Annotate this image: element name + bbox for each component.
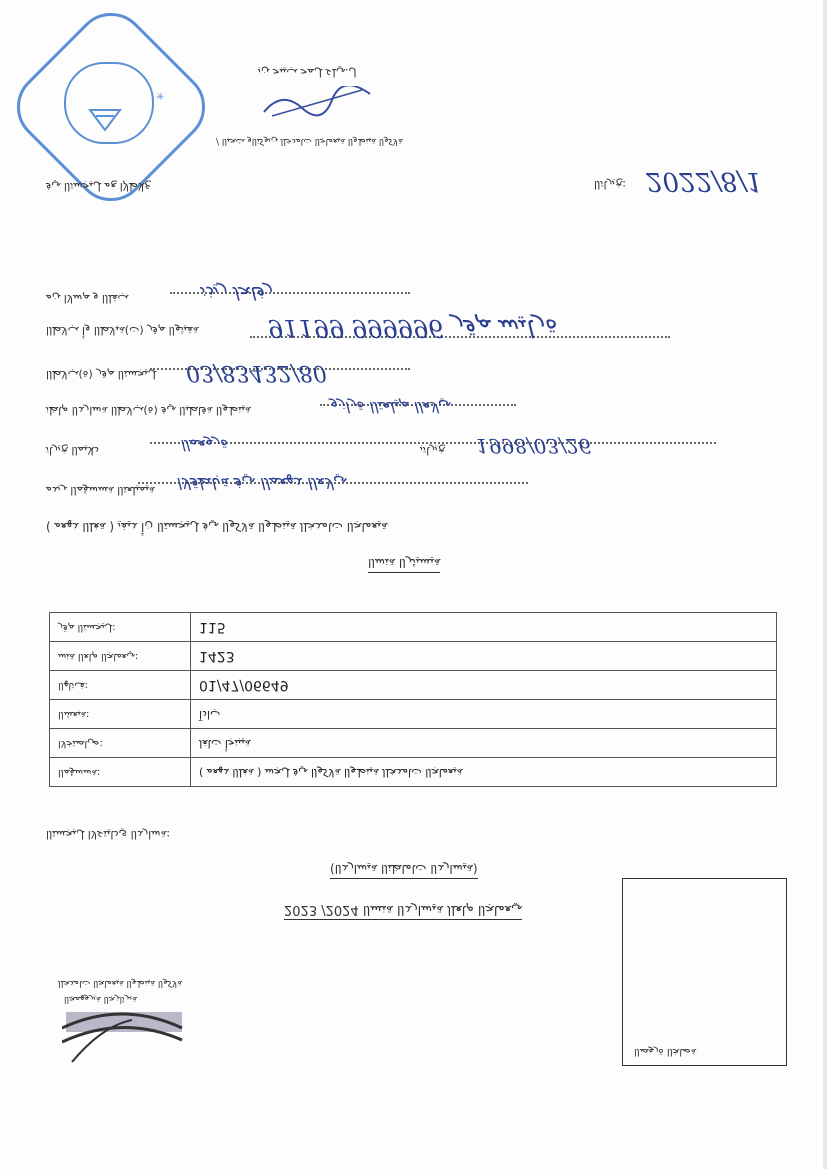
photo-caption: ﺔﺻﺎﺨﻟﺍ ﺓﺭﻮﺼﻟﺍ [634,1046,697,1057]
table-key: ﺔﺒﻌﺸﻟﺍ: [50,700,191,729]
top-signature-text: ﻝ.ﻲﻠﻋ ﻞﻤﺣ ﺐﻴﺒﺣ ﻦﺑ [258,66,357,79]
table-key: ﻞﻴﺠﺴﺘﻟﺍ ﻢﻗﺭ: [50,613,191,642]
table-row [50,729,777,758]
table-key: ﺔﺳﺳﺆﻤﻟﺍ: [50,758,191,787]
statement-subtitle: ﺔﻴﺴﻴﺋﺮﻟﺍ ﺔﻨﺳﻟﺍ [368,556,440,573]
date-value: 2022/8/1 [646,166,763,196]
table-value: 115 [191,613,777,642]
field-label-birthdate: ﺩﻼﻴﻤﻟﺍ ﺦﻳﺭﺎﺗ [46,444,99,457]
stamp-star-icon: ✳ [156,92,165,103]
field-value-document: 91199 ﺓﺭﺎﻴﺳ ﻢﻗﺭ 999996 [268,314,557,342]
field-label-document: ﺔﻘﻴﺛﻮﻟﺍ ﻢﻗﺭ (ﺕ)ﺔﺒﻟﺎﻄﻟﺍ ﻭﺃ ﺐﻟﺎﻄﻟﺍ [46,324,199,337]
field-label-study-system: ﺔﻴﻨﻁﻮﻟﺍ ﺔﻗﺎﻄﺒﻟﺍ ﻲﻓ (ﺓ)ﺐﻟﺎﻄﻟﺍ ﺔﺳﺍﺭﺪﻟﺍ ﻡﺎﻈﻧ [46,404,251,417]
table-value: ﺏﺍﺩﺁ [191,700,777,729]
table-value: 1423 [191,642,777,671]
field-label-name: ﺐﻘﻠﻟﺍ ﻭ ﻢﺳﻻﺍ ﻦﻣ [46,292,129,305]
field-value-birthdate: 1998/03/26 [476,434,592,458]
footer-center-line-1: (ﺔﻴﺳﺍﺭﺪﻟﺍ ﺕﺎﻣﺎﻈﻨﻟﺍ ﺔﻴﺳﺍﺭﺪﻟﺍ) [330,862,478,879]
table-row [50,613,777,642]
table-key: ﻲﻌﻣﺎﺠﻟﺍ ﻡﺎﻌﻟﺍ ﺔﻨﺳ: [50,642,191,671]
photo-box [622,878,787,1066]
table-row [50,642,777,671]
table-row [50,758,777,787]
footer-center-line-2: 2023 /2024 ﻲﻌﻣﺎﺠﻟﺍ ﻡﺎﻌﻠﻟ ﺔﻴﺳﺍﺭﺪﻟﺍ ﺔﻨﺴﻟﺍ [284,902,522,920]
table-row [50,700,777,729]
stamp-emblem-icon [88,108,122,132]
agency-logo-icon [62,1006,184,1068]
table-value: ( ﺔﻐﻠﻟﺍ ﺪﻬﻌﻣ ) ﺔﻴﻌﻣﺎﺠﻟﺍ ﺕﺎﻣﺪﺨﻠﻟ ﺔﻴﻨﻁﻮﻟﺍ ﺔﻟﺎﻛﻮﻟﺍ ﻲﻓ ﻞﺠﺳ [191,758,777,787]
field-label-director: ﺔﻴﻤﻴﻠﻌﺘﻟﺍ ﺔﺴﺳﺆﻤﻟﺍ ﺮﻳﺪﻣ [46,484,155,497]
table-row [50,671,777,700]
field-extra-label: ﺦﻳﺭﺎﺗﺑ [420,444,445,457]
table-value: ﺔﻴﺒﻨﺟﺃ ﺕﺎﻐﻟ [191,729,777,758]
student-info-table [49,612,777,787]
scan-edge [823,0,827,1169]
statement-text: ( ﺔﻐﻠﻟﺍ ﺪﻬﻌﻣ ) ﺔﻴﻌﻣﺎﺠﻟﺍ ﺕﺎﻣﺪﺨﻠﻟ ﺔﻴﻨﻁﻮﻟﺍ ﺔﻟﺎﻛﻮﻟﺍ ﻲﻓ ﻞﻴﺠﺴﺘﻟﺍ ﻥﺃ ﺪﻴﻔﻳ [46,520,388,534]
registration-note: ﻉﻼﻃﻹﺍ ﻊﻣ ﻞﻴﺟﺳﺗﻟﺍ ﻲﻓ [46,180,152,193]
after-table-label: ﺔﺳﺍﺭﺪﻟﺍ ﻱﺩﺎﻴﺘﻋﻻﺍ ﻞﻴﺠﺴﺘﻟﺍ: [46,828,171,841]
field-value-birthplace: ﺓﺭﻮﻌﻤﻟﺍ [180,436,228,454]
date-label: ﺦﻳﺭﺎﺗﻟﺍ: [594,178,627,191]
logo-text-1: ﺔﻟﺎﻛﻮﻟﺍ ﺔﻴﻨﻁﻮﻟﺍ ﺔﻴﻌﻣﺎﺠﻟﺍ ﺕﺎﻣﺪﺨﻠﻟ [58,978,182,988]
field-value-name: ﺭﻓﺎﺤﻟ ﺭﻳﺫﻧ [200,282,273,303]
field-value-study-system: ﻲﻟﺎﻌﻟﺍ ﻢﻴﻠﻌﺘﻟﺍ ﺓﺭﺍﺯﻭ [330,398,451,416]
field-label-registration: ﻞﻴﺠﺴﺘﻟﺍ ﻢﻗﺭ (ﺓ)ﺐﻟﺎﻄﻟﺍ [46,368,157,381]
table-key: ﻒﺗﺎﻬﻟﺍ: [50,671,191,700]
table-key: ﺹﺎﺼﺘﺧﻻﺍ: [50,729,191,758]
logo-text-2: ﺔﻳﺮﺋﺍﺰﺠﻟﺍ ﺔﻳﺭﻮﻬﻤﺠﻟﺍ [64,994,137,1004]
table-value: 01/47/06649 [191,671,777,700]
signature-caption: / ﺔﻟﺎﻛﻭﻟﺍ ﺔﻴﻨﻁﻭﻟﺍ ﺔﻴﻌﻣﺎﺟﻟﺍ ﺕﺎﻣﺩﺧﻠﻟ ﻦﻳﻭﻛﺘﻟﺍﻭ ﺚﺤﺒﻟﺍ [216,136,403,146]
field-value-director: ﻲﻟﺎﻌﻟﺍ ﺪﻬﻌﻤﻟﺍ ﻲﻓ ﺔﺑﺎﻄﻗﻻﺍ [176,474,347,493]
handwritten-signature [262,86,372,124]
field-value-registration: 03/83432/80 [186,360,327,385]
